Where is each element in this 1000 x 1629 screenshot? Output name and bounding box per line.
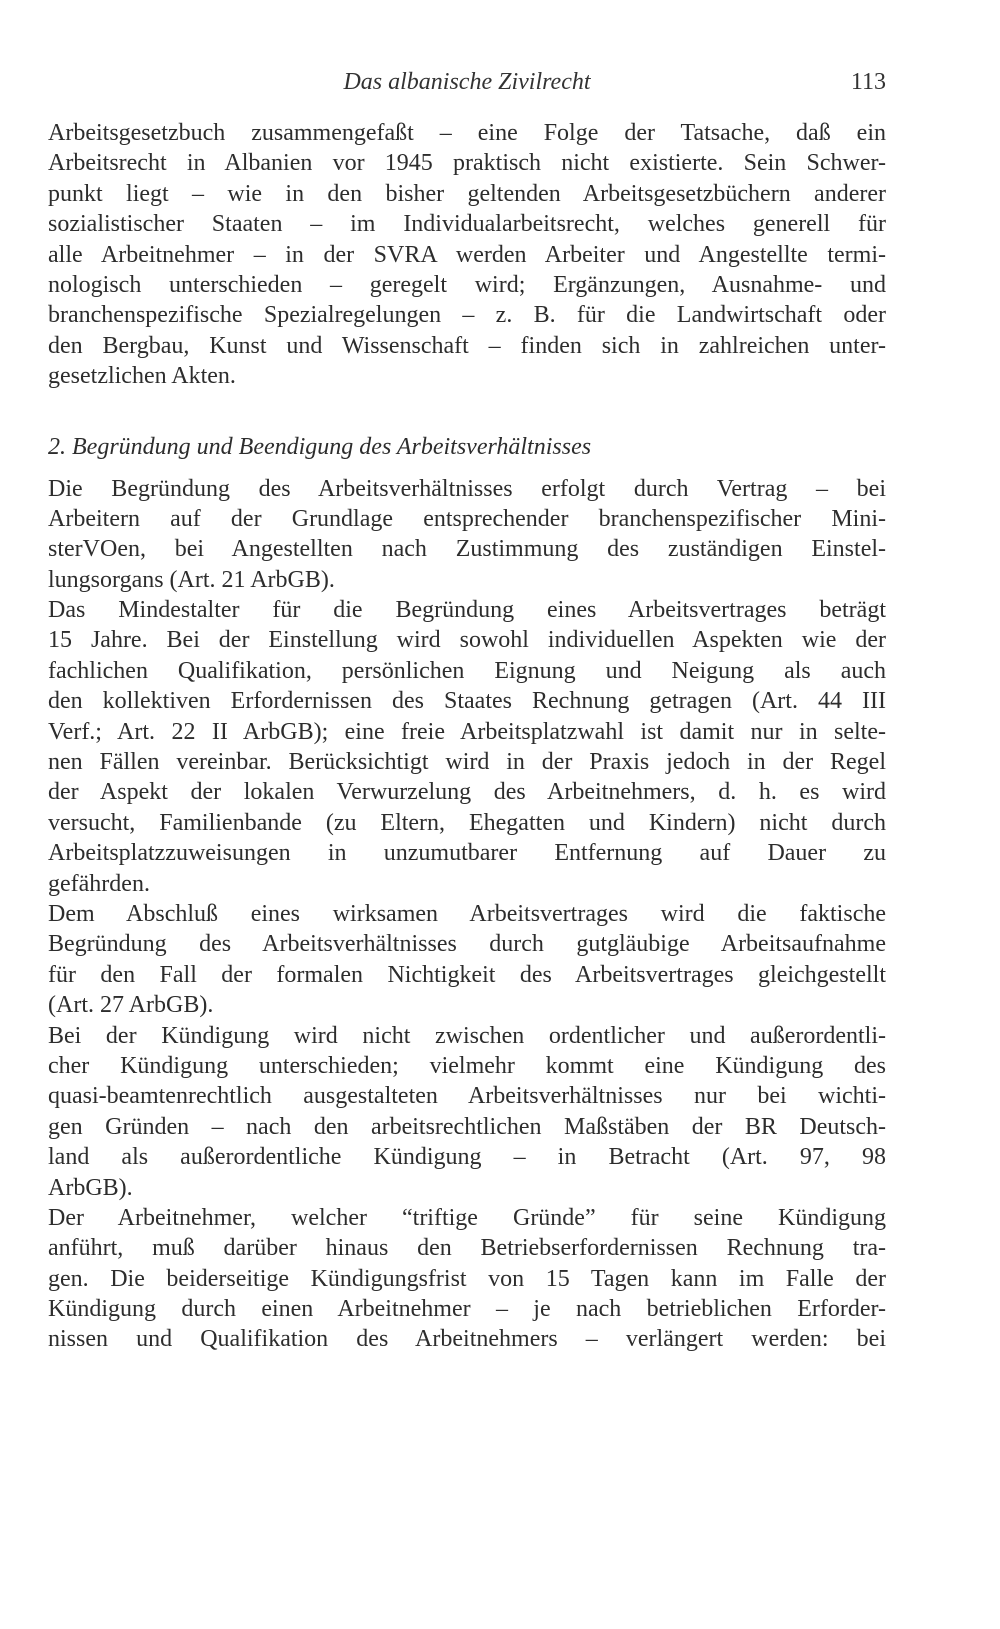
text-line: land als außerordentliche Kündigung – in Betracht (Art. 97, 98: [48, 1144, 886, 1171]
text-line: anführt, muß darüber hinaus den Betriebserfordernissen Rechnung tra-: [48, 1235, 886, 1262]
text-line: branchenspezifische Spezialregelungen – z. B. für die Landwirtschaft oder: [48, 302, 886, 329]
text-line: (Art. 27 ArbGB).: [48, 992, 214, 1019]
text-line: den kollektiven Erfordernissen des Staates Rechnung getragen (Art. 44 III: [48, 688, 886, 715]
text-line: Das Mindestalter für die Begründung eines Arbeitsvertrages beträgt: [48, 597, 886, 624]
text-line: fachlichen Qualifikation, persönlichen Eignung und Neigung als auch: [48, 657, 886, 684]
section-paragraphs: [48, 474, 886, 1355]
text-line: cher Kündigung unterschieden; vielmehr kommt eine Kündigung des: [48, 1052, 886, 1079]
text-line: Arbeitsplatzzuweisungen in unzumutbarer Entfernung auf Dauer zu: [48, 840, 886, 867]
text-line: Der Arbeitnehmer, welcher “triftige Gründe” für seine Kündigung: [48, 1204, 886, 1231]
text-line: lungsorgans (Art. 21 ArbGB).: [48, 566, 335, 593]
text-line: Die Begründung des Arbeitsverhältnisses erfolgt durch Vertrag – bei: [48, 475, 886, 502]
text-line: gefährden.: [48, 870, 150, 897]
text-line: Kündigung durch einen Arbeitnehmer – je nach betrieblichen Erforder-: [48, 1296, 886, 1323]
text-line: Bei der Kündigung wird nicht zwischen ordentlicher und außerordentli-: [48, 1022, 886, 1049]
text-line: gesetzlichen Akten.: [48, 363, 236, 390]
text-line: Arbeitsrecht in Albanien vor 1945 praktisch nicht existierte. Sein Schwer-: [48, 150, 886, 177]
text-line: punkt liegt – wie in den bisher geltenden Arbeitsgesetzbüchern anderer: [48, 180, 886, 207]
text-line: versucht, Familienbande (zu Eltern, Ehegatten und Kindern) nicht durch: [48, 809, 886, 836]
running-title: Das albanische Zivilrecht: [343, 69, 591, 95]
text-line: sterVOen, bei Angestellten nach Zustimmung des zuständigen Einstel-: [48, 536, 886, 563]
text-line: nissen und Qualifikation des Arbeitnehmers – verlängert werden: bei: [48, 1326, 886, 1353]
text-line: Arbeitsgesetzbuch zusammengefaßt – eine Folge der Tatsache, daß ein: [48, 120, 886, 146]
text-line: Dem Abschluß eines wirksamen Arbeitsvertrages wird die faktische: [48, 900, 886, 927]
text-line: quasi-beamtenrechtlich ausgestalteten Arbeitsverhältnisses nur bei wichti-: [48, 1083, 886, 1110]
text-line: für den Fall der formalen Nichtigkeit des Arbeitsvertrages gleichgestellt: [48, 961, 886, 988]
text-line: sozialistischer Staaten – im Individualarbeitsrecht, welches generell für: [48, 211, 886, 238]
text-line: gen Gründen – nach den arbeitsrechtlichen Maßstäben der BR Deutsch-: [48, 1113, 886, 1140]
text-line: nologisch unterschieden – geregelt wird; Ergänzungen, Ausnahme- und: [48, 271, 886, 298]
text-line: 15 Jahre. Bei der Einstellung wird sowohl individuellen Aspekten wie der: [48, 627, 886, 654]
text-line: den Bergbau, Kunst und Wissenschaft – finden sich in zahlreichen unter-: [48, 332, 886, 359]
text-line: Arbeitern auf der Grundlage entsprechender branchenspezifischer Mini-: [48, 505, 886, 532]
text-line: nen Fällen vereinbar. Berücksichtigt wird in der Praxis jedoch in der Regel: [48, 749, 886, 776]
body-text: [48, 118, 886, 1355]
text-line: Verf.; Art. 22 II ArbGB); eine freie Arbeitsplatzwahl ist damit nur in selte-: [48, 718, 886, 745]
section-heading: 2. Begründung und Beendigung des Arbeitsverhältnisses: [48, 433, 592, 460]
text-line: der Aspekt der lokalen Verwurzelung des Arbeitnehmers, d. h. es wird: [48, 779, 886, 806]
page-number: 113: [850, 69, 886, 95]
section-spacer: [48, 392, 886, 430]
text-line: alle Arbeitnehmer – in der SVRA werden Arbeiter und Angestellte termi-: [48, 241, 886, 268]
intro-paragraph: [48, 118, 886, 392]
text-line: Begründung des Arbeitsverhältnisses durch gutgläubige Arbeitsaufnahme: [48, 931, 886, 958]
text-line: ArbGB).: [48, 1174, 133, 1201]
text-line: gen. Die beiderseitige Kündigungsfrist von 15 Tagen kann im Falle der: [48, 1265, 886, 1292]
running-head: [48, 66, 886, 106]
